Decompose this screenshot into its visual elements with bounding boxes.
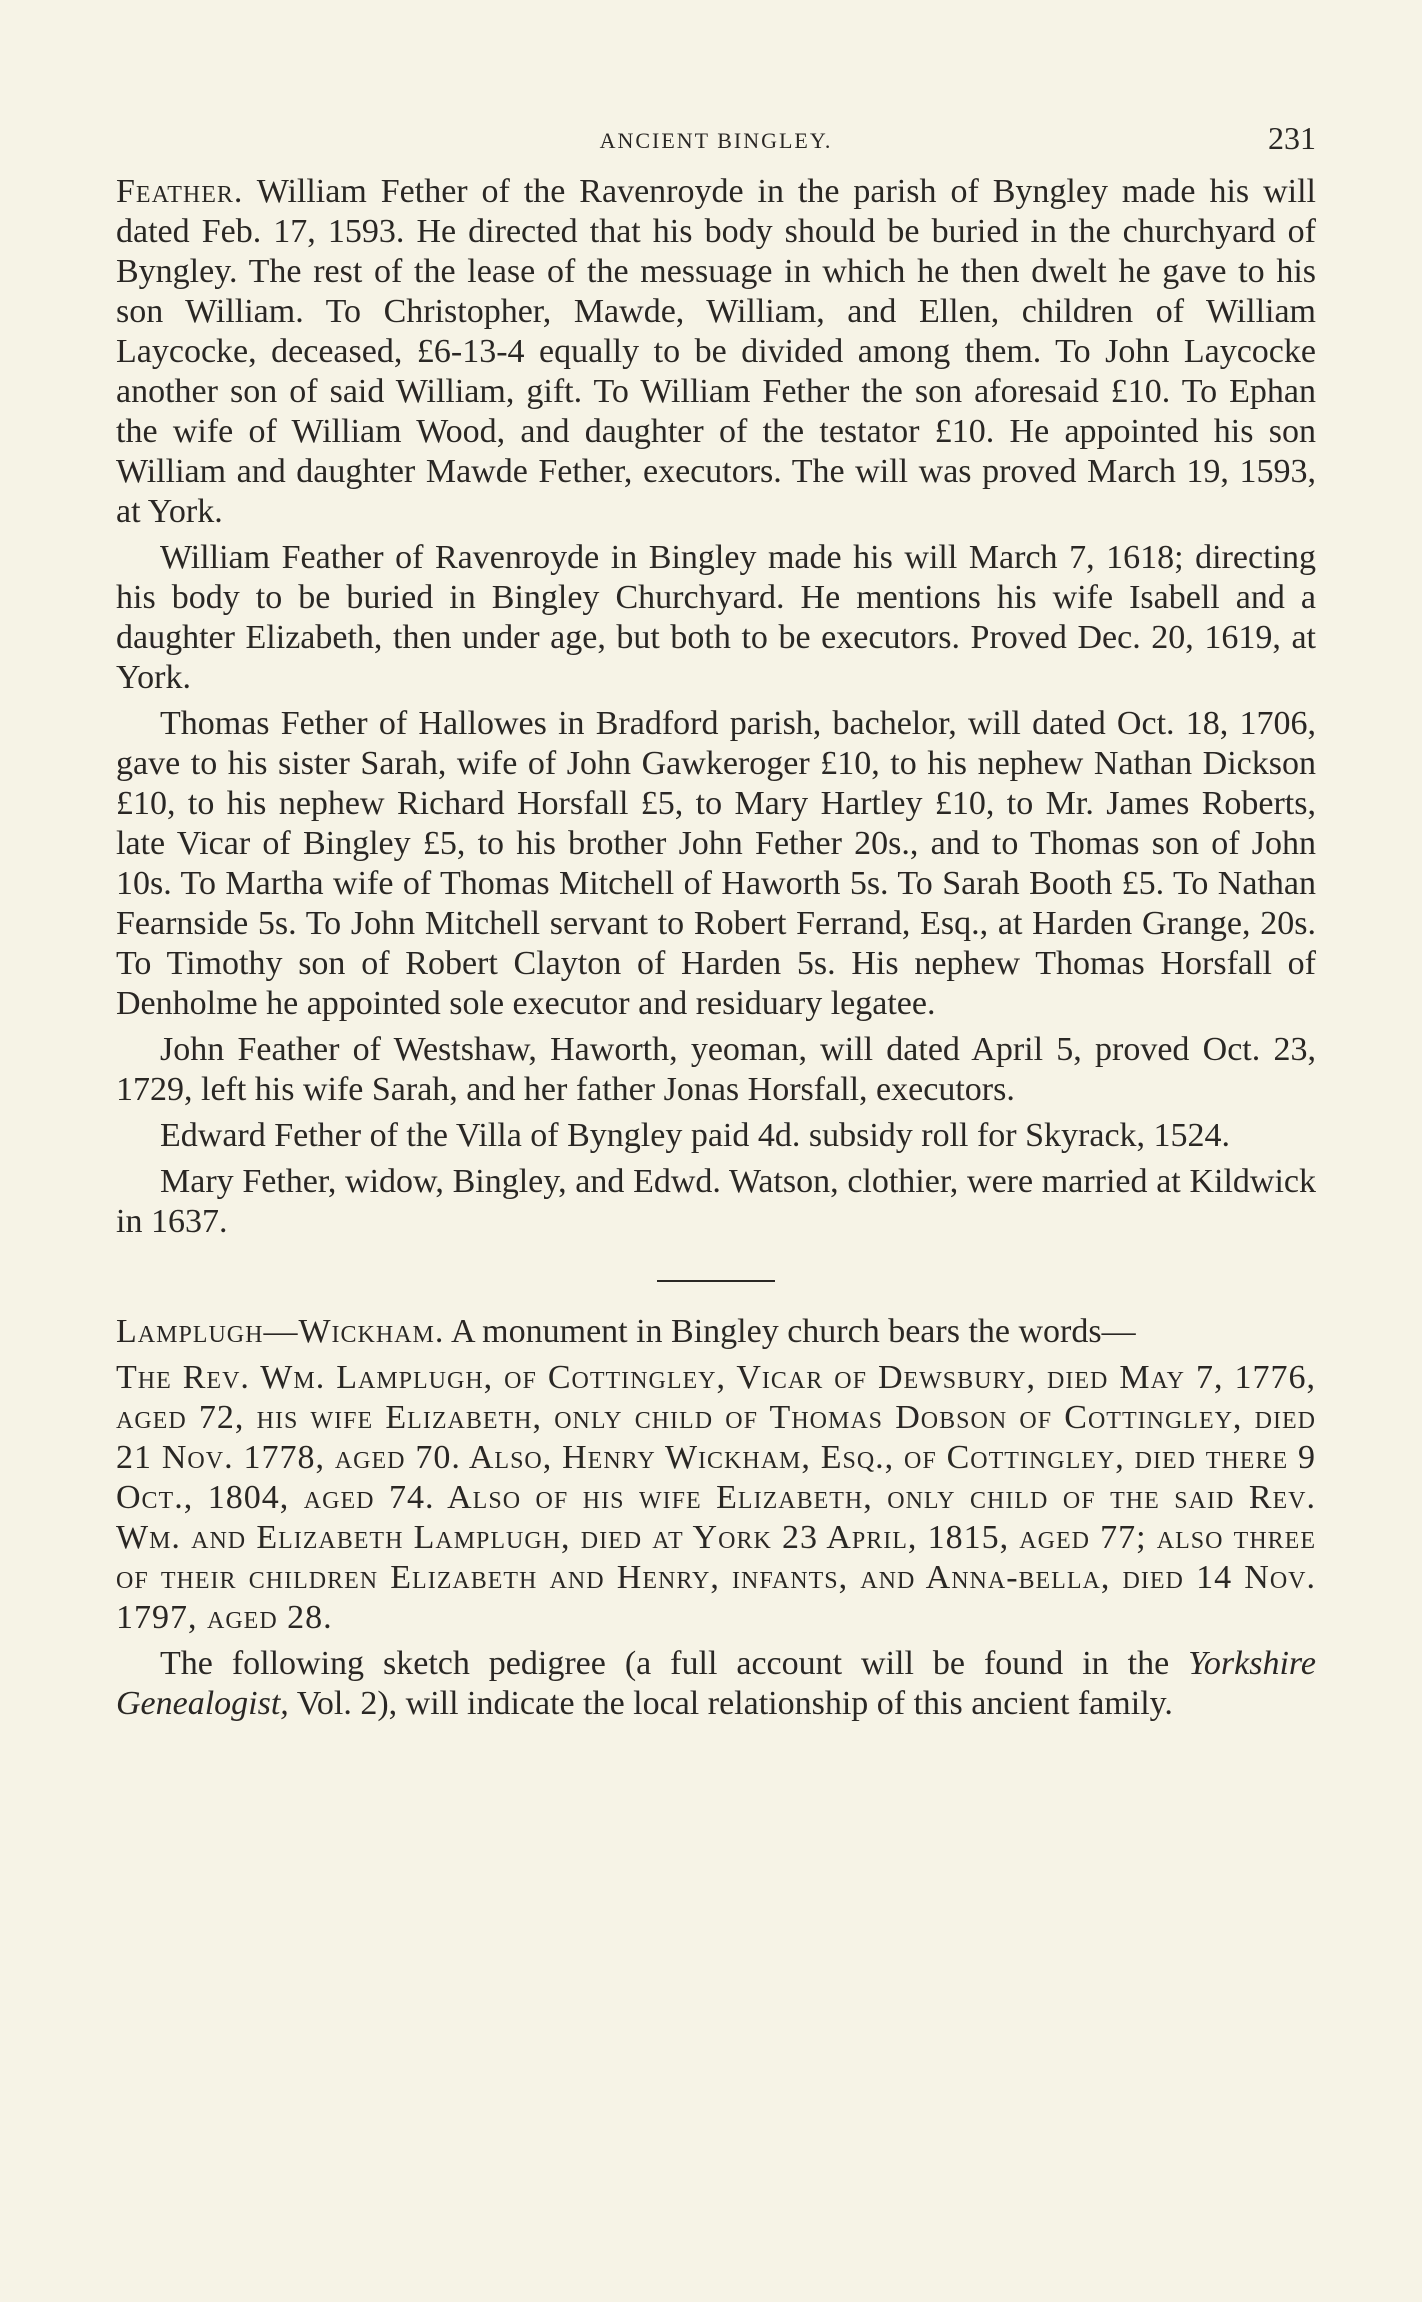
lamplugh-paragraph-3-start: The following sketch pedigree (a full account will be found in the <box>160 1645 1189 1682</box>
running-head: ANCIENT BINGLEY. <box>599 128 833 153</box>
lamplugh-heading: Lamplugh—Wickham. <box>116 1313 445 1350</box>
feather-paragraph-6: Mary Fether, widow, Bingley, and Edwd. Watson, clothier, were married at Kildwick in 1637. <box>116 1163 1316 1240</box>
publication-title: Yorkshire Genealogist, <box>116 1645 1316 1722</box>
lamplugh-paragraph-3 <box>116 1644 1316 1724</box>
lamplugh-section <box>116 1312 1316 1724</box>
lamplugh-paragraph-3-end: Vol. 2), will indicate the local relationship of this ancient family. <box>288 1685 1173 1722</box>
lamplugh-paragraph-1 <box>116 1312 1316 1352</box>
page-number: 231 <box>1268 120 1316 156</box>
section-divider <box>657 1280 775 1282</box>
feather-paragraph-4: John Feather of Westshaw, Haworth, yeoman, will dated April 5, proved Oct. 23, 1729, left his wife Sarah, and her father Jonas Horsfall, executors. <box>116 1031 1316 1108</box>
monument-inscription: The Rev. Wm. Lamplugh, of Cottingley, Vicar of Dewsbury, died May 7, 1776, aged 72, his wife Elizabeth, only child of Thomas Dobson of Cottingley, died 21 Nov. 1778, aged 70. Also, Henry Wickham, Esq., of Cottingley, died there 9 Oct., 1804, aged 74. Also of his wife Elizabeth, only child of the said Rev. Wm. and Elizabeth Lamplugh, died at York 23 April, 1815, aged 77; also three of their children Elizabeth and Henry, infants, and Anna-bella, died 14 Nov. 1797, aged 28. <box>116 1359 1316 1636</box>
feather-paragraph-2: William Feather of Ravenroyde in Bingley made his will March 7, 1618; directing his body to be buried in Bingley Churchyard. He mentions his wife Isabell and a daughter Elizabeth, then under age, but both to be executors. Proved Dec. 20, 1619, at York. <box>116 539 1316 696</box>
feather-paragraph-3: Thomas Fether of Hallowes in Bradford parish, bachelor, will dated Oct. 18, 1706, gave to his sister Sarah, wife of John Gawkeroger £10, to his nephew Nathan Dickson £10, to his nephew Richard Horsfall £5, to Mary Hartley £10, to Mr. James Roberts, late Vicar of Bingley £5, to his brother John Fether 20s., and to Thomas son of John 10s. To Martha wife of Thomas Mitchell of Haworth 5s. To Sarah Booth £5. To Nathan Fearnside 5s. To John Mitchell servant to Robert Ferrand, Esq., at Harden Grange, 20s. To Timothy son of Robert Clayton of Harden 5s. His nephew Thomas Horsfall of Denholme he appointed sole executor and residuary legatee. <box>116 705 1316 1022</box>
feather-paragraph-1 <box>116 172 1316 532</box>
feather-paragraph-1-text: William Fether of the Ravenroyde in the parish of Byngley made his will dated Feb. 17, 1593. He directed that his body should be buried in the churchyard of Byngley. The rest of the lease of the messuage in which he then dwelt he gave to his son William. To Christopher, Mawde, William, and Ellen, children of William Laycocke, deceased, £6-13-4 equally to be divided among them. To John Laycocke another son of said William, gift. To William Fether the son aforesaid £10. To Ephan the wife of William Wood, and daughter of the testator £10. He appointed his son William and daughter Mawde Fether, executors. The will was proved March 19, 1593, at York. <box>116 173 1316 530</box>
feather-section <box>116 172 1316 1242</box>
document-page <box>116 112 1316 1730</box>
page-header <box>116 112 1316 172</box>
lamplugh-paragraph-1-text: A monument in Bingley church bears the words— <box>444 1313 1136 1350</box>
feather-heading: Feather. <box>116 173 244 210</box>
feather-paragraph-5: Edward Fether of the Villa of Byngley paid 4d. subsidy roll for Skyrack, 1524. <box>160 1117 1231 1154</box>
